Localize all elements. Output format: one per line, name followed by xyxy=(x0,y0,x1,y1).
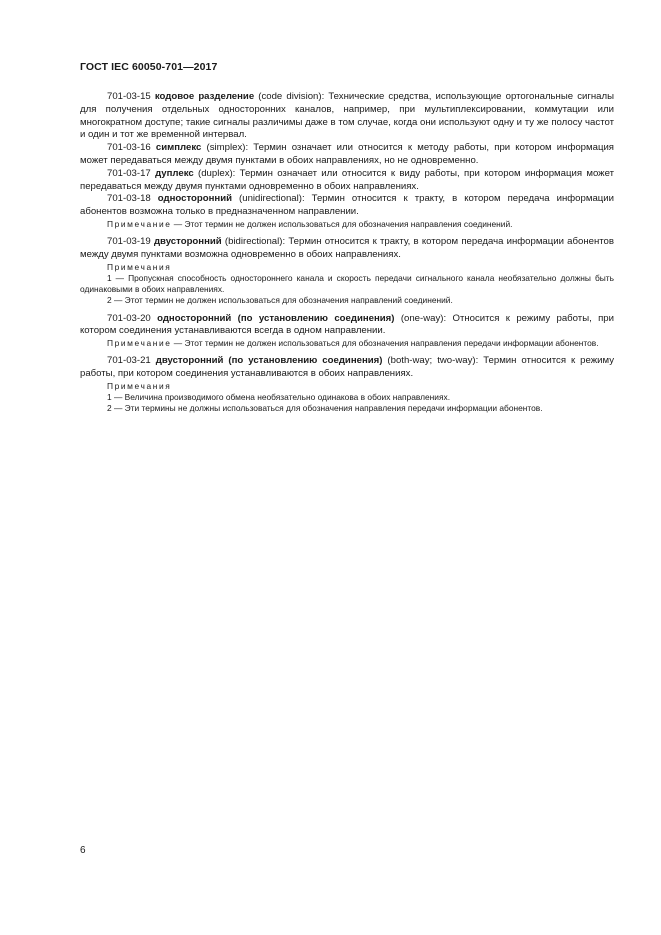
entry-term: кодовое разделение xyxy=(154,91,255,102)
entry-definition: (one-way): Относится к режиму работы, при котором соединения устанавливаются всегда в одном направлении. xyxy=(80,312,614,337)
entry-term: двусторонний xyxy=(153,236,222,248)
note-text: — Этот термин не должен использоваться для обозначения направления передачи информации абонентов. xyxy=(171,338,599,349)
entry-number: 701-03-17 xyxy=(107,167,151,179)
entry-definition: (bidirectional): Термин относится к тракту, в котором передача информации абонентов между двумя пунктами возможна одновременно в обоих направлениях. xyxy=(80,236,614,260)
document-header: ГОСТ IEC 60050-701—2017 xyxy=(80,61,218,73)
note-item: 1 — Величина производимого обмена необязательно одинакова в обоих направлениях. xyxy=(107,392,451,403)
entry-701-03-18 xyxy=(80,193,614,219)
entry-term: двусторонний (по установлению соединения) xyxy=(155,355,383,367)
entry-number: 701-03-21 xyxy=(107,355,151,367)
page-number: 6 xyxy=(80,845,86,856)
entry-definition: (simplex): Термин означает или относится к методу работы, при котором информация может передаваться между двумя пунктами в обоих направлениях, но не одновременно. xyxy=(80,142,614,166)
notes-heading: Примечания xyxy=(107,261,172,272)
entry-701-03-20 xyxy=(80,313,614,339)
entry-701-03-19 xyxy=(80,236,614,262)
entry-701-03-17 xyxy=(80,168,614,194)
entry-701-03-21 xyxy=(80,355,614,381)
note-701-03-20 xyxy=(80,338,614,349)
entry-number: 701-03-15 xyxy=(107,91,151,102)
entry-number: 701-03-18 xyxy=(107,193,151,205)
document-body xyxy=(80,91,614,415)
note-item: 2 — Этот термин не должен использоваться для обозначения направлений соединений. xyxy=(107,295,453,306)
entry-number: 701-03-16 xyxy=(107,142,151,154)
entry-number: 701-03-19 xyxy=(107,236,151,248)
note-label: Примечание xyxy=(107,338,172,349)
entry-term: односторонний xyxy=(157,193,233,205)
entry-definition: (both-way; two-way): Термин относится к режиму работы, при котором соединения устанавливаются в обоих направлениях. xyxy=(80,355,615,380)
notes-heading: Примечания xyxy=(107,380,172,391)
note-label: Примечание xyxy=(107,218,172,229)
entry-definition: (duplex): Термин означает или относится к виду работы, при котором информация может передаваться между двумя пунктами одновременно в обоих направлениях. xyxy=(80,167,614,192)
note-item: 1 — Пропускная способность одностороннего канала и скорость передачи сигнального канала необязательно должны быть одинаковыми в обоих направлениях. xyxy=(80,272,614,295)
entry-term: симплекс xyxy=(155,142,202,154)
entry-number: 701-03-20 xyxy=(107,312,151,324)
note-701-03-18 xyxy=(80,219,614,230)
entry-701-03-15 xyxy=(80,91,614,142)
entry-term: дуплекс xyxy=(155,167,194,179)
note-item: 2 — Эти термины не должны использоваться для обозначения направления передачи информации абонентов. xyxy=(107,403,543,414)
entry-701-03-16 xyxy=(80,142,614,168)
note-text: — Этот термин не должен использоваться для обозначения направления соединений. xyxy=(171,218,513,229)
entry-definition: (code division): Технические средства, использующие ортогональные сигналы для получения отдельных односторонних каналов, например, при мультиплексировании, коммутации или многократном доступе; такие сигналы различимы даже в том случае, когда они используют одну и ту же полосу частот и один и тот же временной интервал. xyxy=(80,91,614,141)
entry-definition: (unidirectional): Термин относится к тракту, в котором передача информации абонентов возможна только в предназначенном направлении. xyxy=(80,193,615,218)
entry-term: односторонний (по установлению соединения) xyxy=(157,312,395,324)
